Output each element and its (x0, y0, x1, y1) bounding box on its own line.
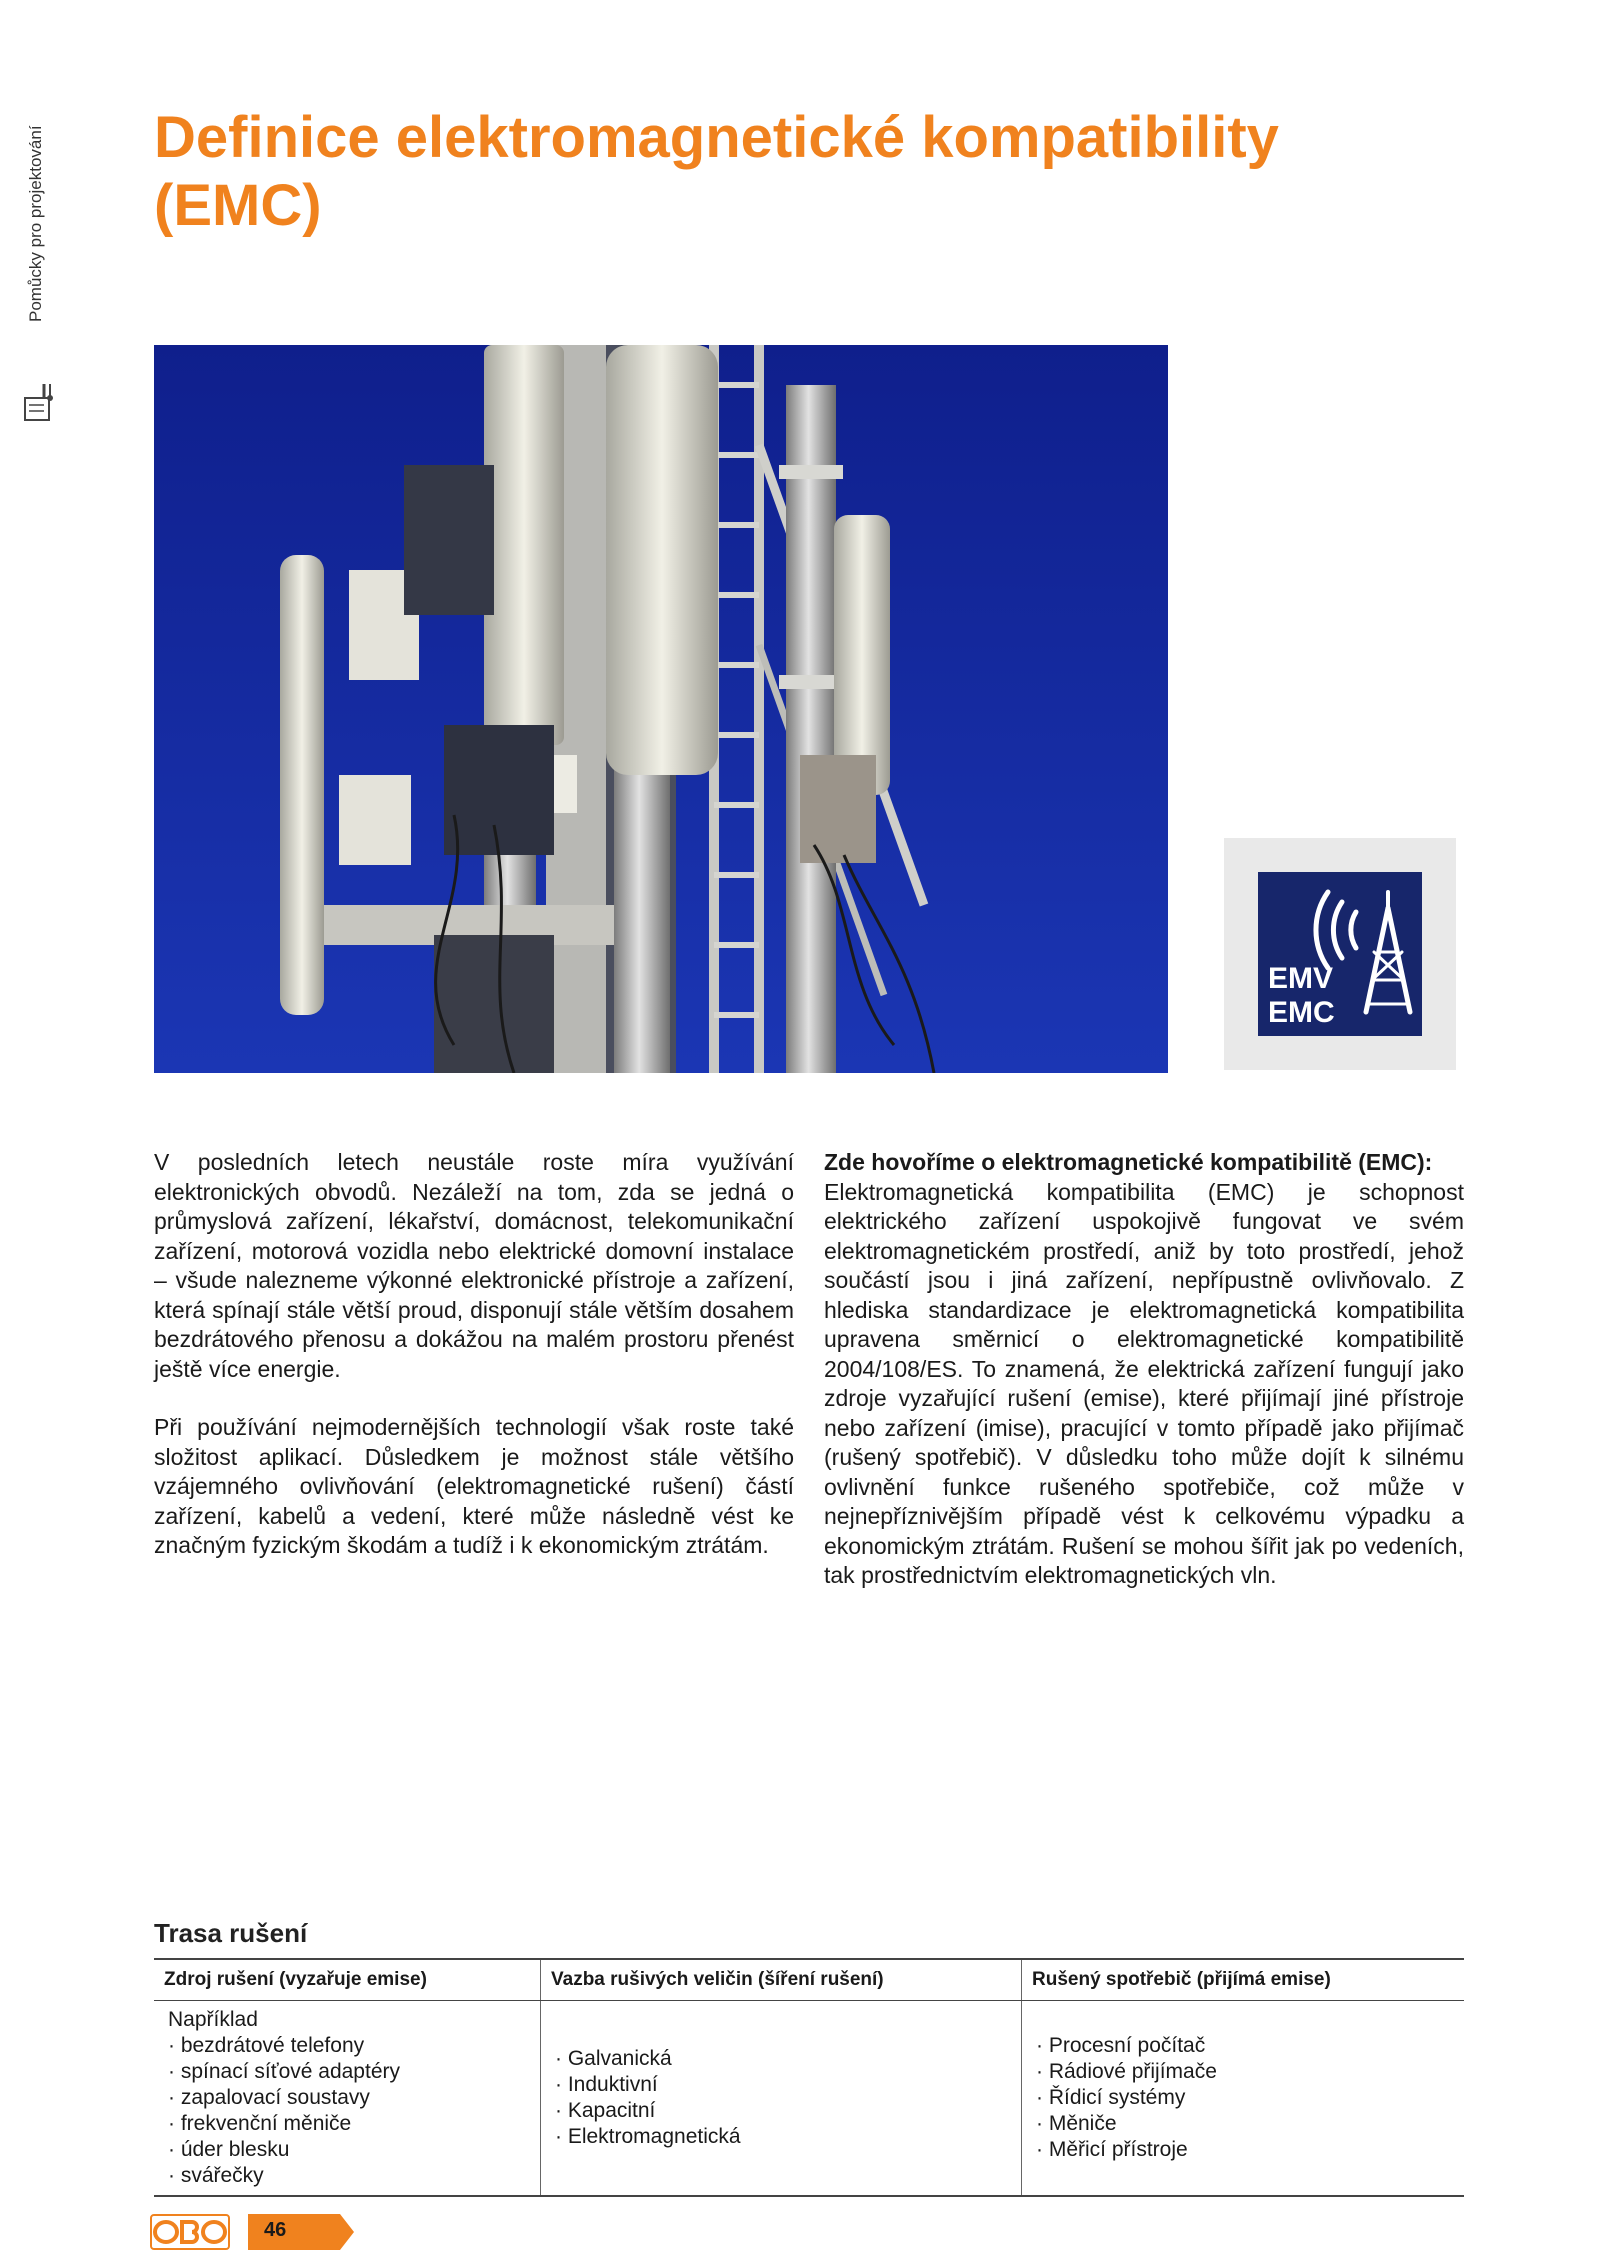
list-item: · svářečky (168, 2163, 526, 2189)
emc-badge-line1: EMV (1268, 962, 1334, 995)
page-number: 46 (264, 2219, 287, 2241)
interference-route-table (154, 1958, 1464, 2197)
cell-receivers (1022, 2001, 1465, 2197)
list-item: · Elektromagnetická (555, 2124, 1007, 2150)
emc-badge-line2: EMC (1268, 996, 1335, 1029)
intro-paragraph-2: Při používání nejmodernějších technologií však roste také složitost aplikací. Důsledkem je možnost stále většího vzájemného ovlivňování (elektromagnetické rušení) částí zařízení, kabelů a vedení, které může následně vést ke značným fyzickým škodám a tudíž i k ekonomickým ztrátám. (154, 1414, 794, 1558)
list-item: · Induktivní (555, 2072, 1007, 2098)
definition-column (824, 1148, 1464, 1620)
table-header-row (154, 1959, 1464, 2001)
list-item: · Procesní počítač (1036, 2033, 1450, 2059)
header-source: Zdroj rušení (vyzařuje emise) (154, 1959, 541, 2001)
emc-badge-text (1268, 962, 1335, 1030)
list-item: · úder blesku (168, 2137, 526, 2163)
cell-couplings (541, 2001, 1022, 2197)
header-coupling: Vazba rušivých veličin (šíření rušení) (541, 1959, 1022, 2001)
page-title (154, 104, 1454, 240)
route-table-title: Trasa rušení (154, 1918, 308, 1948)
list-item: · zapalovací soustavy (168, 2085, 526, 2111)
intro-column (154, 1148, 794, 1590)
definition-heading: Zde hovoříme o elektromagnetické kompatibilitě (EMC): (824, 1149, 1433, 1175)
page-title-line1: Definice elektromagnetické kompatibility (154, 105, 1279, 170)
emc-badge (1258, 872, 1422, 1036)
planning-tools-icon (22, 380, 56, 424)
table-row (154, 2001, 1464, 2197)
header-receiver: Rušený spotřebič (přijímá emise) (1022, 1959, 1465, 2001)
couplings-list (555, 2046, 1007, 2150)
cell-sources (154, 2001, 541, 2197)
list-item: · Rádiové přijímače (1036, 2059, 1450, 2085)
sources-list (168, 2033, 526, 2189)
page-title-line2: (EMC) (154, 173, 322, 238)
list-item: · Měřicí přístroje (1036, 2137, 1450, 2163)
list-item: · Řídicí systémy (1036, 2085, 1450, 2111)
obo-logo (150, 2214, 230, 2250)
sources-intro: Například (168, 2008, 258, 2031)
receivers-list (1036, 2033, 1450, 2163)
side-section-label (18, 110, 58, 330)
list-item: · Galvanická (555, 2046, 1007, 2072)
list-item: · frekvenční měniče (168, 2111, 526, 2137)
intro-paragraph-1: V posledních letech neustále roste míra využívání elektronických obvodů. Nezáleží na tom, zda se jedná o průmyslová zařízení, lékařství, domácnost, telekomunikační zařízení, motorová vozidla nebo elektrické domovní instalace – všude nalezneme výkonné elektronické přístroje a zařízení, která spínají stále větší proud, disponují stále větším dosahem bezdrátového přenosu a dokážou na malém prostoru přenést ještě více energie. (154, 1149, 794, 1382)
list-item: · bezdrátové telefony (168, 2033, 526, 2059)
list-item: · spínací síťové adaptéry (168, 2059, 526, 2085)
list-item: · Kapacitní (555, 2098, 1007, 2124)
definition-paragraph: Elektromagnetická kompatibilita (EMC) je schopnost elektrického zařízení uspokojivě fungovat ve svém elektromagnetickém prostředí, aniž by toto prostředí, jehož součástí jsou i jiná zařízení, nepřípustně ovlivňovalo. Z hlediska standardizace je elektromagnetická kompatibilita upravena směrnicí o elektromagnetické kompatibilitě 2004/108/ES. To znamená, že elektrická zařízení fungují jako zdroje vyzařující rušení (emise), které přijímají jiné přístroje nebo zařízení (imise), pracující v tomto případě jako přijímač (rušený spotřebič). V důsledku toho může dojít k silnému ovlivnění funkce rušeného spotřebiče, což může v nejnepříznivějším případě vést k celkovému výpadku a ekonomickým ztrátám. Rušení se mohou šířit jak po vedeních, tak prostřednictvím elektromagnetických vln. (824, 1178, 1464, 1588)
antenna-mast-photo (154, 345, 1168, 1073)
list-item: · Měniče (1036, 2111, 1450, 2137)
side-section-text: Pomůcky pro projektování (26, 125, 45, 322)
emc-badge-frame (1224, 838, 1456, 1070)
antenna-mast-illustration (154, 345, 1168, 1073)
